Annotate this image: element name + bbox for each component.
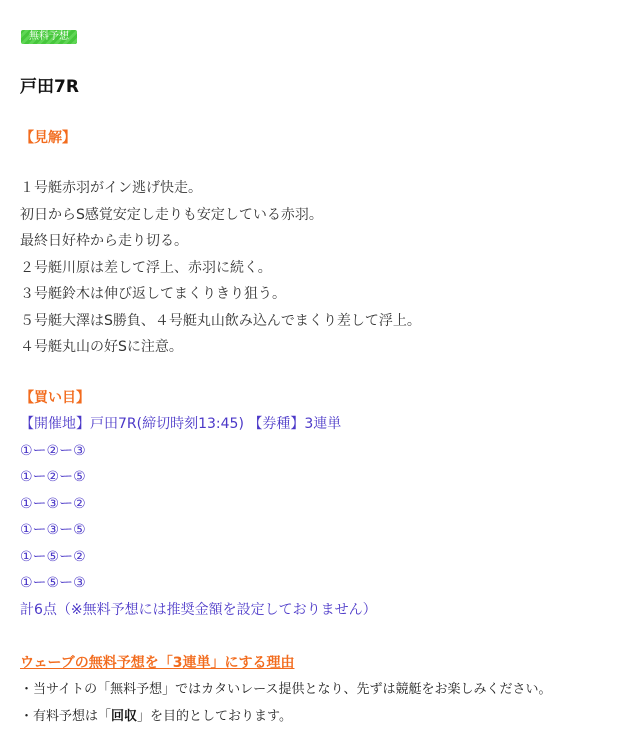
- analysis-line: １号艇赤羽がイン逃げ快走。: [20, 180, 202, 196]
- bets-body: [20, 411, 377, 623]
- venue-line: 【開催地】戸田7R(締切時刻13:45) 【券種】3連単: [20, 416, 342, 432]
- bullet2-prefix: ・有料予想は「: [20, 709, 112, 724]
- analysis-line: 初日からS感覚安定し走りも安定している赤羽。: [20, 206, 323, 223]
- reason-bullet-2: [20, 703, 551, 730]
- free-prediction-badge: 無料予想: [21, 30, 77, 44]
- reason-heading: ウェーブの無料予想を「3連単」にする理由: [20, 655, 295, 671]
- page-title: 戸田7R: [20, 77, 79, 97]
- bets-heading: 【買い目】: [20, 390, 90, 406]
- analysis-body: [20, 175, 421, 361]
- analysis-line: ４号艇丸山の好Sに注意。: [20, 339, 183, 355]
- bet-combo: ①ー⑤ー③: [20, 575, 86, 591]
- bet-combo: ①ー②ー③: [20, 442, 86, 459]
- analysis-heading: 【見解】: [20, 130, 76, 146]
- analysis-line: ３号艇鈴木は伸び返してまくりきり狙う。: [20, 286, 286, 302]
- analysis-line: ２号艇川原は差して浮上、赤羽に続く。: [20, 259, 272, 276]
- analysis-line: ５号艇大澤はS勝負、４号艇丸山飲み込んでまくり差して浮上。: [20, 312, 421, 329]
- bet-combo: ①ー③ー⑤: [20, 522, 86, 538]
- bet-combo: ①ー③ー②: [20, 495, 86, 512]
- bet-combo: ①ー②ー⑤: [20, 469, 86, 485]
- reason-bullets: [20, 676, 551, 730]
- reason-bullet-1: ・当サイトの「無料予想」ではカタいレース提供となり、先ずは競艇をお楽しみください。: [20, 682, 552, 697]
- bullet2-bold: 回収: [111, 709, 138, 724]
- bet-combo: ①ー⑤ー②: [20, 548, 86, 565]
- bet-total: 計6点（※無料予想には推奨金額を設定しておりません）: [20, 601, 377, 618]
- bullet2-suffix: 」を目的としております。: [137, 709, 292, 724]
- analysis-line: 最終日好枠から走り切る。: [20, 233, 188, 249]
